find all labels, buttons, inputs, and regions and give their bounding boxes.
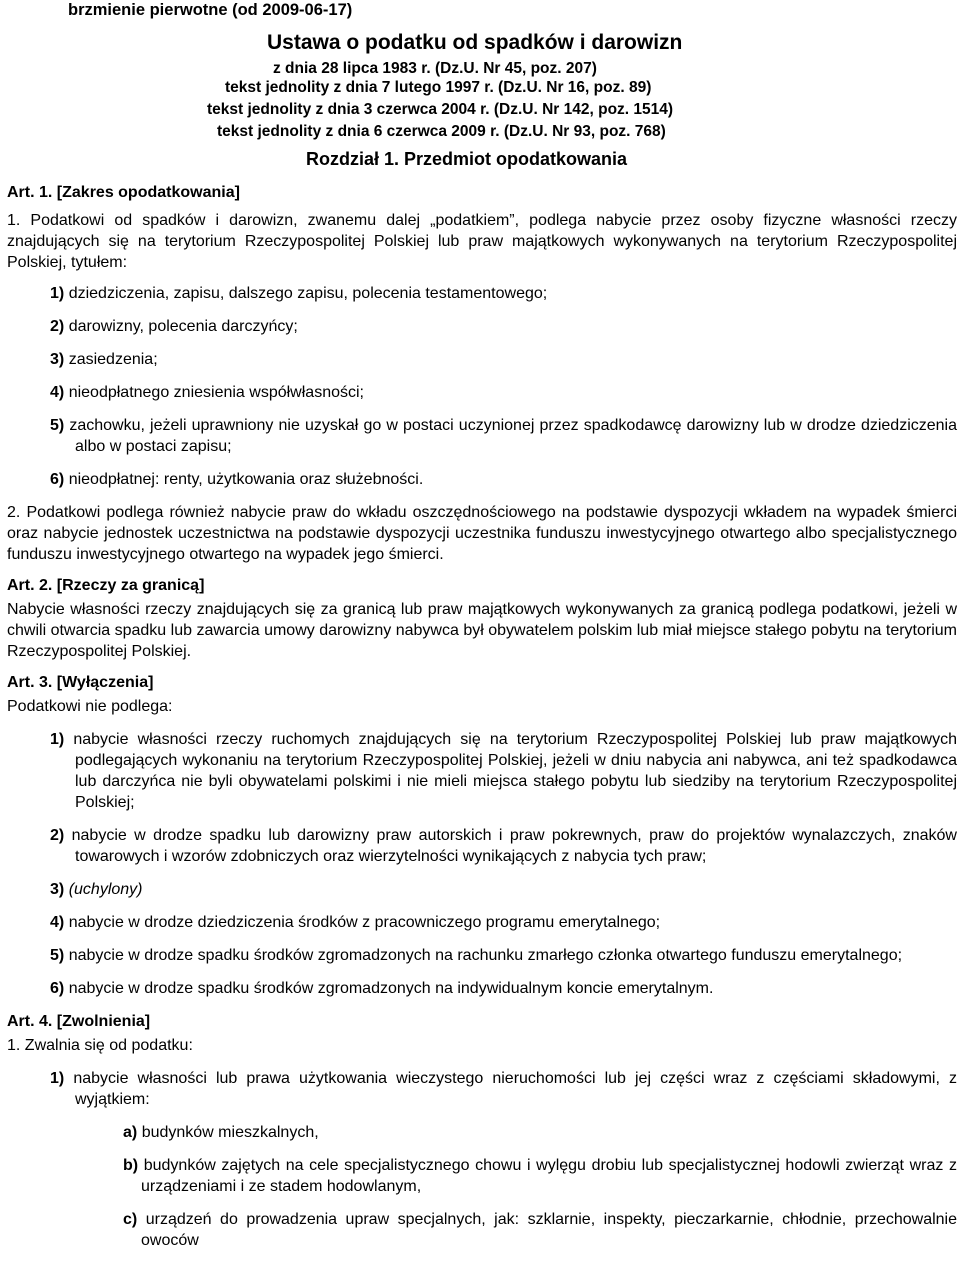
article-2-text: Nabycie własności rzeczy znajdujących się za granicą lub praw majątkowych wykonywanych za granicą podlega podatkowi, jeżeli w chwili otwarcia spadku lub zawarcia umowy darowizny nabywca był obywatelem polskim lub miał miejsce stałego pobytu na terytorium Rzeczypospolitej Polskiej. — [7, 601, 957, 660]
article-1-paragraph-1: 1. Podatkowi od spadków i darowizn, zwanemu dalej „podatkiem”, podlega nabycie przez osoby fizyczne własności rzeczy znajdujących się na terytorium Rzeczypospolitej Polskiej lub praw majątkowych wykonywanych na terytorium Rzeczypospolitej Polskiej, tytułem: — [7, 212, 957, 271]
list-item: 4) nieodpłatnego zniesienia współwłasności; — [50, 384, 364, 401]
article-2-heading: Art. 2. [Rzeczy za granicą] — [7, 577, 205, 594]
article-3-intro: Podatkowi nie podlega: — [7, 698, 173, 715]
document-title: Ustawa o podatku od spadków i darowizn — [267, 31, 683, 54]
list-item: 1) nabycie własności rzeczy ruchomych znajdujących się na terytorium Rzeczypospolitej Polskiej lub praw majątkowych podlegających wykonaniu na terytorium Rzeczypospolitej Polskiej, jeżeli w dniu nabycia ani nabywca, ani też spadkodawca lub darczyńca nie byli obywatelami polskimi i nie mieli miejsca stałego pobytu lub siedziby na terytorium Rzeczypospolitej Polskiej; — [50, 731, 957, 811]
list-item: 6) nabycie w drodze spadku środków zgromadzonych na indywidualnym koncie emerytalnym. — [50, 980, 714, 997]
article-4-heading: Art. 4. [Zwolnienia] — [7, 1013, 151, 1030]
list-item: 5) nabycie w drodze spadku środków zgromadzonych na rachunku zmarłego członka otwartego funduszu emerytalnego; — [50, 947, 903, 964]
list-item: 1) nabycie własności lub prawa użytkowania wieczystego nieruchomości lub jej części wraz z częściami składowymi, z wyjątkiem: — [50, 1070, 958, 1108]
list-item: 4) nabycie w drodze dziedziczenia środków z pracowniczego programu emerytalnego; — [50, 914, 661, 931]
chapter-heading: Rozdział 1. Przedmiot opodatkowania — [306, 149, 628, 169]
article-1-paragraph-2: 2. Podatkowi podlega również nabycie praw do wkładu oszczędnościowego na podstawie dyspozycji wkładem na wypadek śmierci oraz nabycie jednostek uczestnictwa na podstawie dyspozycji uczestnika funduszu inwestycyjnego otwartego albo specjalistycznego funduszu inwestycyjnego otwartego na wypadek jego śmierci. — [7, 504, 957, 563]
header-line: tekst jednolity z dnia 3 czerwca 2004 r. (Dz.U. Nr 142, poz. 1514) — [207, 101, 674, 118]
article-4-intro: 1. Zwalnia się od podatku: — [7, 1037, 193, 1054]
sub-item: a) budynków mieszkalnych, — [123, 1124, 319, 1141]
list-item: 1) dziedziczenia, zapisu, dalszego zapisu, polecenia testamentowego; — [50, 285, 548, 302]
list-item: 3) zasiedzenia; — [50, 351, 158, 368]
list-item: 6) nieodpłatnej: renty, użytkowania oraz służebności. — [50, 471, 424, 488]
list-item: 2) darowizny, polecenia darczyńcy; — [50, 318, 298, 335]
header-line: tekst jednolity z dnia 6 czerwca 2009 r. (Dz.U. Nr 93, poz. 768) — [217, 123, 666, 140]
document-status: brzmienie pierwotne (od 2009-06-17) — [68, 1, 353, 19]
list-item: 5) zachowku, jeżeli uprawniony nie uzyskał go w postaci uczynionej przez spadkodawcę darowizny lub w drodze dziedziczenia albo w postaci zapisu; — [50, 417, 957, 455]
header-line: z dnia 28 lipca 1983 r. (Dz.U. Nr 45, poz. 207) — [273, 60, 597, 77]
sub-item: c) urządzeń do prowadzenia upraw specjalnych, jak: szklarnie, inspekty, pieczarkarnie, chłodnie, przechowalnie owoców — [123, 1211, 957, 1249]
article-1-heading: Art. 1. [Zakres opodatkowania] — [7, 184, 240, 201]
list-item: 3) (uchylony) — [50, 881, 143, 898]
header-line: tekst jednolity z dnia 7 lutego 1997 r. (Dz.U. Nr 16, poz. 89) — [225, 79, 652, 96]
sub-item: b) budynków zajętych na cele specjalistycznego chowu i wylęgu drobiu lub specjalistycznej hodowli zwierząt wraz z urządzeniami i ze stadem hodowlanym, — [123, 1157, 957, 1195]
document-body — [7, 210, 957, 1263]
list-item: 2) nabycie w drodze spadku lub darowizny praw autorskich i praw pokrewnych, praw do projektów wynalazczych, znaków towarowych i wzorów zdobniczych oraz wierzytelności wynikających z nabycia tych praw; — [50, 827, 957, 865]
article-3-heading: Art. 3. [Wyłączenia] — [7, 674, 154, 691]
